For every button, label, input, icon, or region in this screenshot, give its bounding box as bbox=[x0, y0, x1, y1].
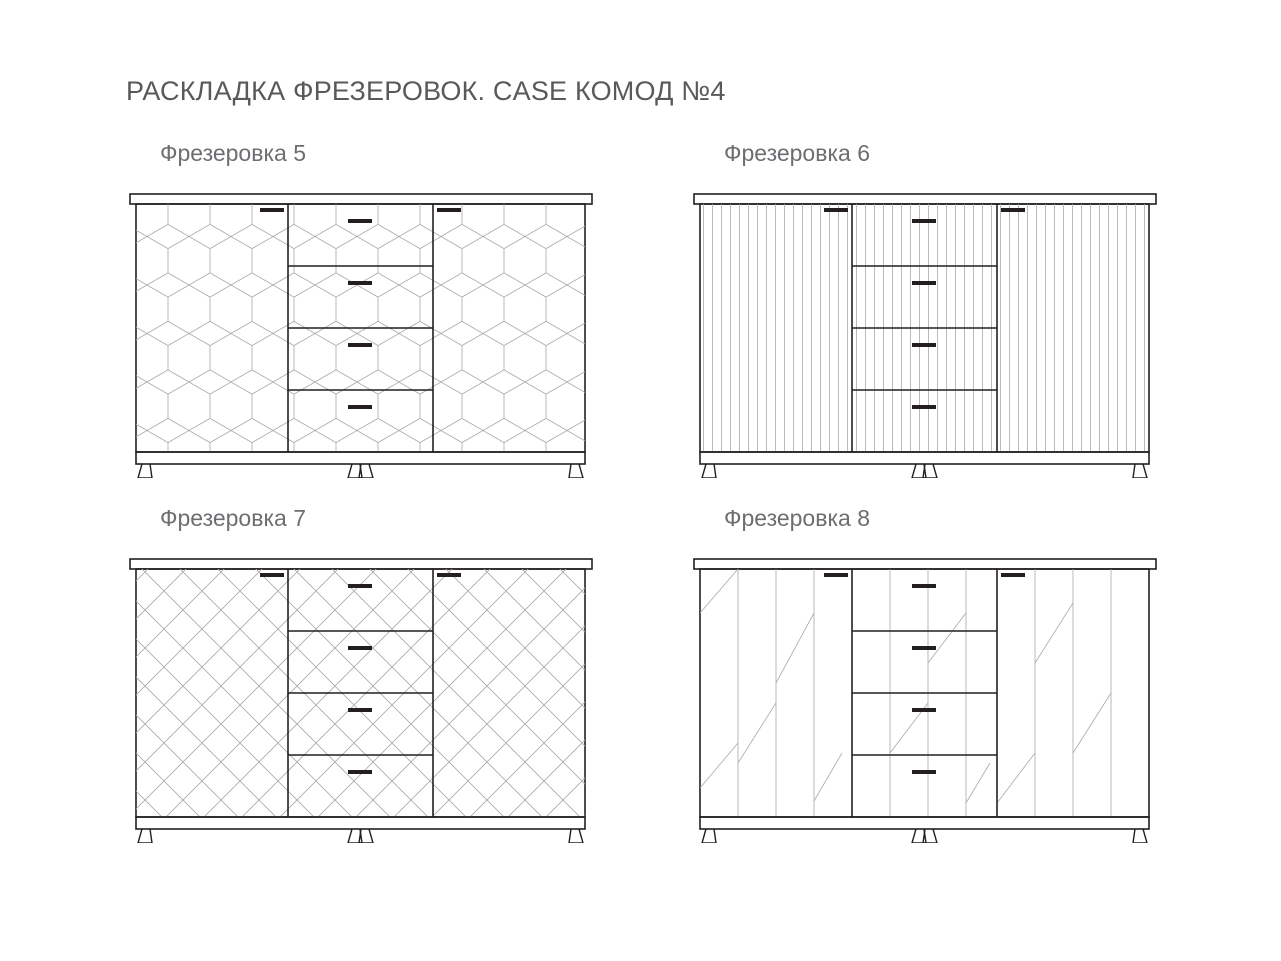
cabinet-drawing-diamond bbox=[126, 553, 596, 843]
panel-title: Фрезеровка 8 bbox=[724, 505, 870, 531]
cabinet-drawing-hexagon bbox=[126, 188, 596, 478]
panel-frezerovka-8 bbox=[690, 505, 1250, 845]
panel-title: Фрезеровка 6 bbox=[724, 140, 870, 166]
panel-frezerovka-5 bbox=[126, 140, 686, 480]
cabinet-drawing-stripes bbox=[690, 188, 1160, 478]
panel-title: Фрезеровка 7 bbox=[160, 505, 306, 531]
page-title: РАСКЛАДКА ФРЕЗЕРОВОК. CASE КОМОД №4 bbox=[126, 76, 726, 106]
panel-frezerovka-7 bbox=[126, 505, 686, 845]
panel-frezerovka-6 bbox=[690, 140, 1250, 480]
panel-title: Фрезеровка 5 bbox=[160, 140, 306, 166]
cabinet-drawing-sparse-diagonal bbox=[690, 553, 1160, 843]
